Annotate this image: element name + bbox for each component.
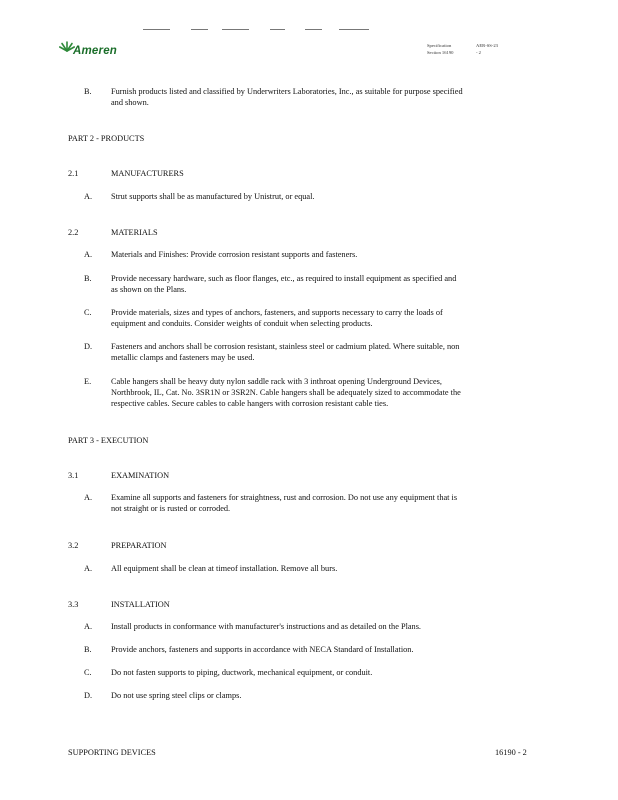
paragraph-line: as shown on the Plans. — [111, 284, 187, 294]
paragraph-line: Provide necessary hardware, such as floor flanges, etc., as required to install equipment as specified and — [111, 274, 457, 283]
paragraph-line: Furnish products listed and classified by Underwriters Laboratories, Inc., as suitable for purpose specified — [111, 87, 463, 96]
spec-row — [427, 49, 498, 56]
paragraph-line: respective cables. Secure cables to cable hangers with corrosion resistant cable ties. — [111, 398, 389, 408]
spec-label: Specification — [427, 43, 452, 48]
paragraph-line: and shown. — [111, 97, 149, 107]
paragraph-letter: D. — [84, 342, 93, 351]
section-number: 3.1 — [68, 471, 79, 480]
section-number: 3.2 — [68, 541, 79, 550]
paragraph-letter: A. — [84, 250, 93, 259]
paragraph-line: Materials and Finishes: Provide corrosion resistant supports and fasteners. — [111, 250, 358, 259]
header-rule-marks — [143, 29, 373, 31]
paragraph-line: Do not use spring steel clips or clamps. — [111, 691, 242, 700]
section-title: INSTALLATION — [111, 600, 170, 609]
paragraph-text — [111, 192, 543, 203]
section-number: 3.3 — [68, 600, 79, 609]
section-title: PREPARATION — [111, 541, 167, 550]
spec-value: - 2 — [476, 50, 481, 55]
spec-label: Section 16190 — [427, 50, 454, 55]
section-number: 2.2 — [68, 228, 79, 237]
paragraph-line: not straight or is rusted or corroded. — [111, 503, 231, 513]
paragraph-line: Fasteners and anchors shall be corrosion resistant, stainless steel or cadmium plated. Where suitable, non — [111, 342, 460, 351]
footer-section-title: SUPPORTING DEVICES — [68, 748, 156, 757]
paragraph-text — [111, 274, 543, 296]
paragraph-letter: B. — [84, 274, 92, 283]
paragraph-line: Install products in conformance with manufacturer's instructions and as detailed on the Plans. — [111, 622, 422, 631]
paragraph-line: Strut supports shall be as manufactured by Unistrut, or equal. — [111, 192, 315, 201]
paragraph-line: Do not fasten supports to piping, ductwork, mechanical equipment, or conduit. — [111, 668, 373, 677]
paragraph-letter: A. — [84, 622, 93, 631]
paragraph-letter: A. — [84, 493, 93, 502]
section-number: 2.1 — [68, 169, 79, 178]
paragraph-letter: E. — [84, 377, 92, 386]
paragraph-text — [111, 645, 543, 656]
paragraph-letter: B. — [84, 87, 92, 96]
section-title: MATERIALS — [111, 228, 158, 237]
paragraph-letter: D. — [84, 691, 93, 700]
paragraph-line: Cable hangers shall be heavy duty nylon saddle rack with 3 inthroat opening Underground Devices, — [111, 377, 442, 386]
paragraph-line: Northbrook, IL, Cat. No. 3SR1N or 3SR2N. Cable hangers shall be adequately sized to accommodate the — [111, 387, 461, 397]
paragraph-text — [111, 308, 543, 330]
part-heading: PART 3 - EXECUTION — [68, 436, 149, 445]
ameren-logo — [59, 41, 129, 63]
paragraph-text — [111, 342, 543, 364]
section-title: MANUFACTURERS — [111, 169, 184, 178]
footer-page-number: 16190 - 2 — [495, 748, 527, 757]
paragraph-line: Provide materials, sizes and types of anchors, fasteners, and supports necessary to carry the loads of — [111, 308, 443, 317]
paragraph-line: metallic clamps and fasteners may be used. — [111, 352, 255, 362]
paragraph-text — [111, 564, 543, 575]
paragraph-text — [111, 493, 543, 515]
section-title: EXAMINATION — [111, 471, 170, 480]
paragraph-letter: A. — [84, 564, 93, 573]
spec-row — [427, 42, 498, 49]
spec-reference-block — [427, 42, 498, 56]
paragraph-text — [111, 87, 543, 109]
part-heading: PART 2 - PRODUCTS — [68, 134, 145, 143]
paragraph-line: equipment and conduits. Consider weights of conduit when selecting products. — [111, 318, 373, 328]
paragraph-letter: C. — [84, 668, 92, 677]
spec-value: AER-SS-23 — [476, 43, 498, 48]
paragraph-letter: B. — [84, 645, 92, 654]
paragraph-text — [111, 250, 543, 261]
logo-wordmark: Ameren — [73, 45, 118, 57]
paragraph-text — [111, 691, 543, 702]
paragraph-text — [111, 668, 543, 679]
paragraph-line: All equipment shall be clean at timeof installation. Remove all burs. — [111, 564, 338, 573]
paragraph-letter: C. — [84, 308, 92, 317]
paragraph-letter: A. — [84, 192, 93, 201]
paragraph-text — [111, 622, 543, 633]
paragraph-line: Provide anchors, fasteners and supports in accordance with NECA Standard of Installation. — [111, 645, 414, 654]
paragraph-line: Examine all supports and fasteners for straightness, rust and corrosion. Do not use any equipment that is — [111, 493, 458, 502]
paragraph-text — [111, 377, 543, 409]
